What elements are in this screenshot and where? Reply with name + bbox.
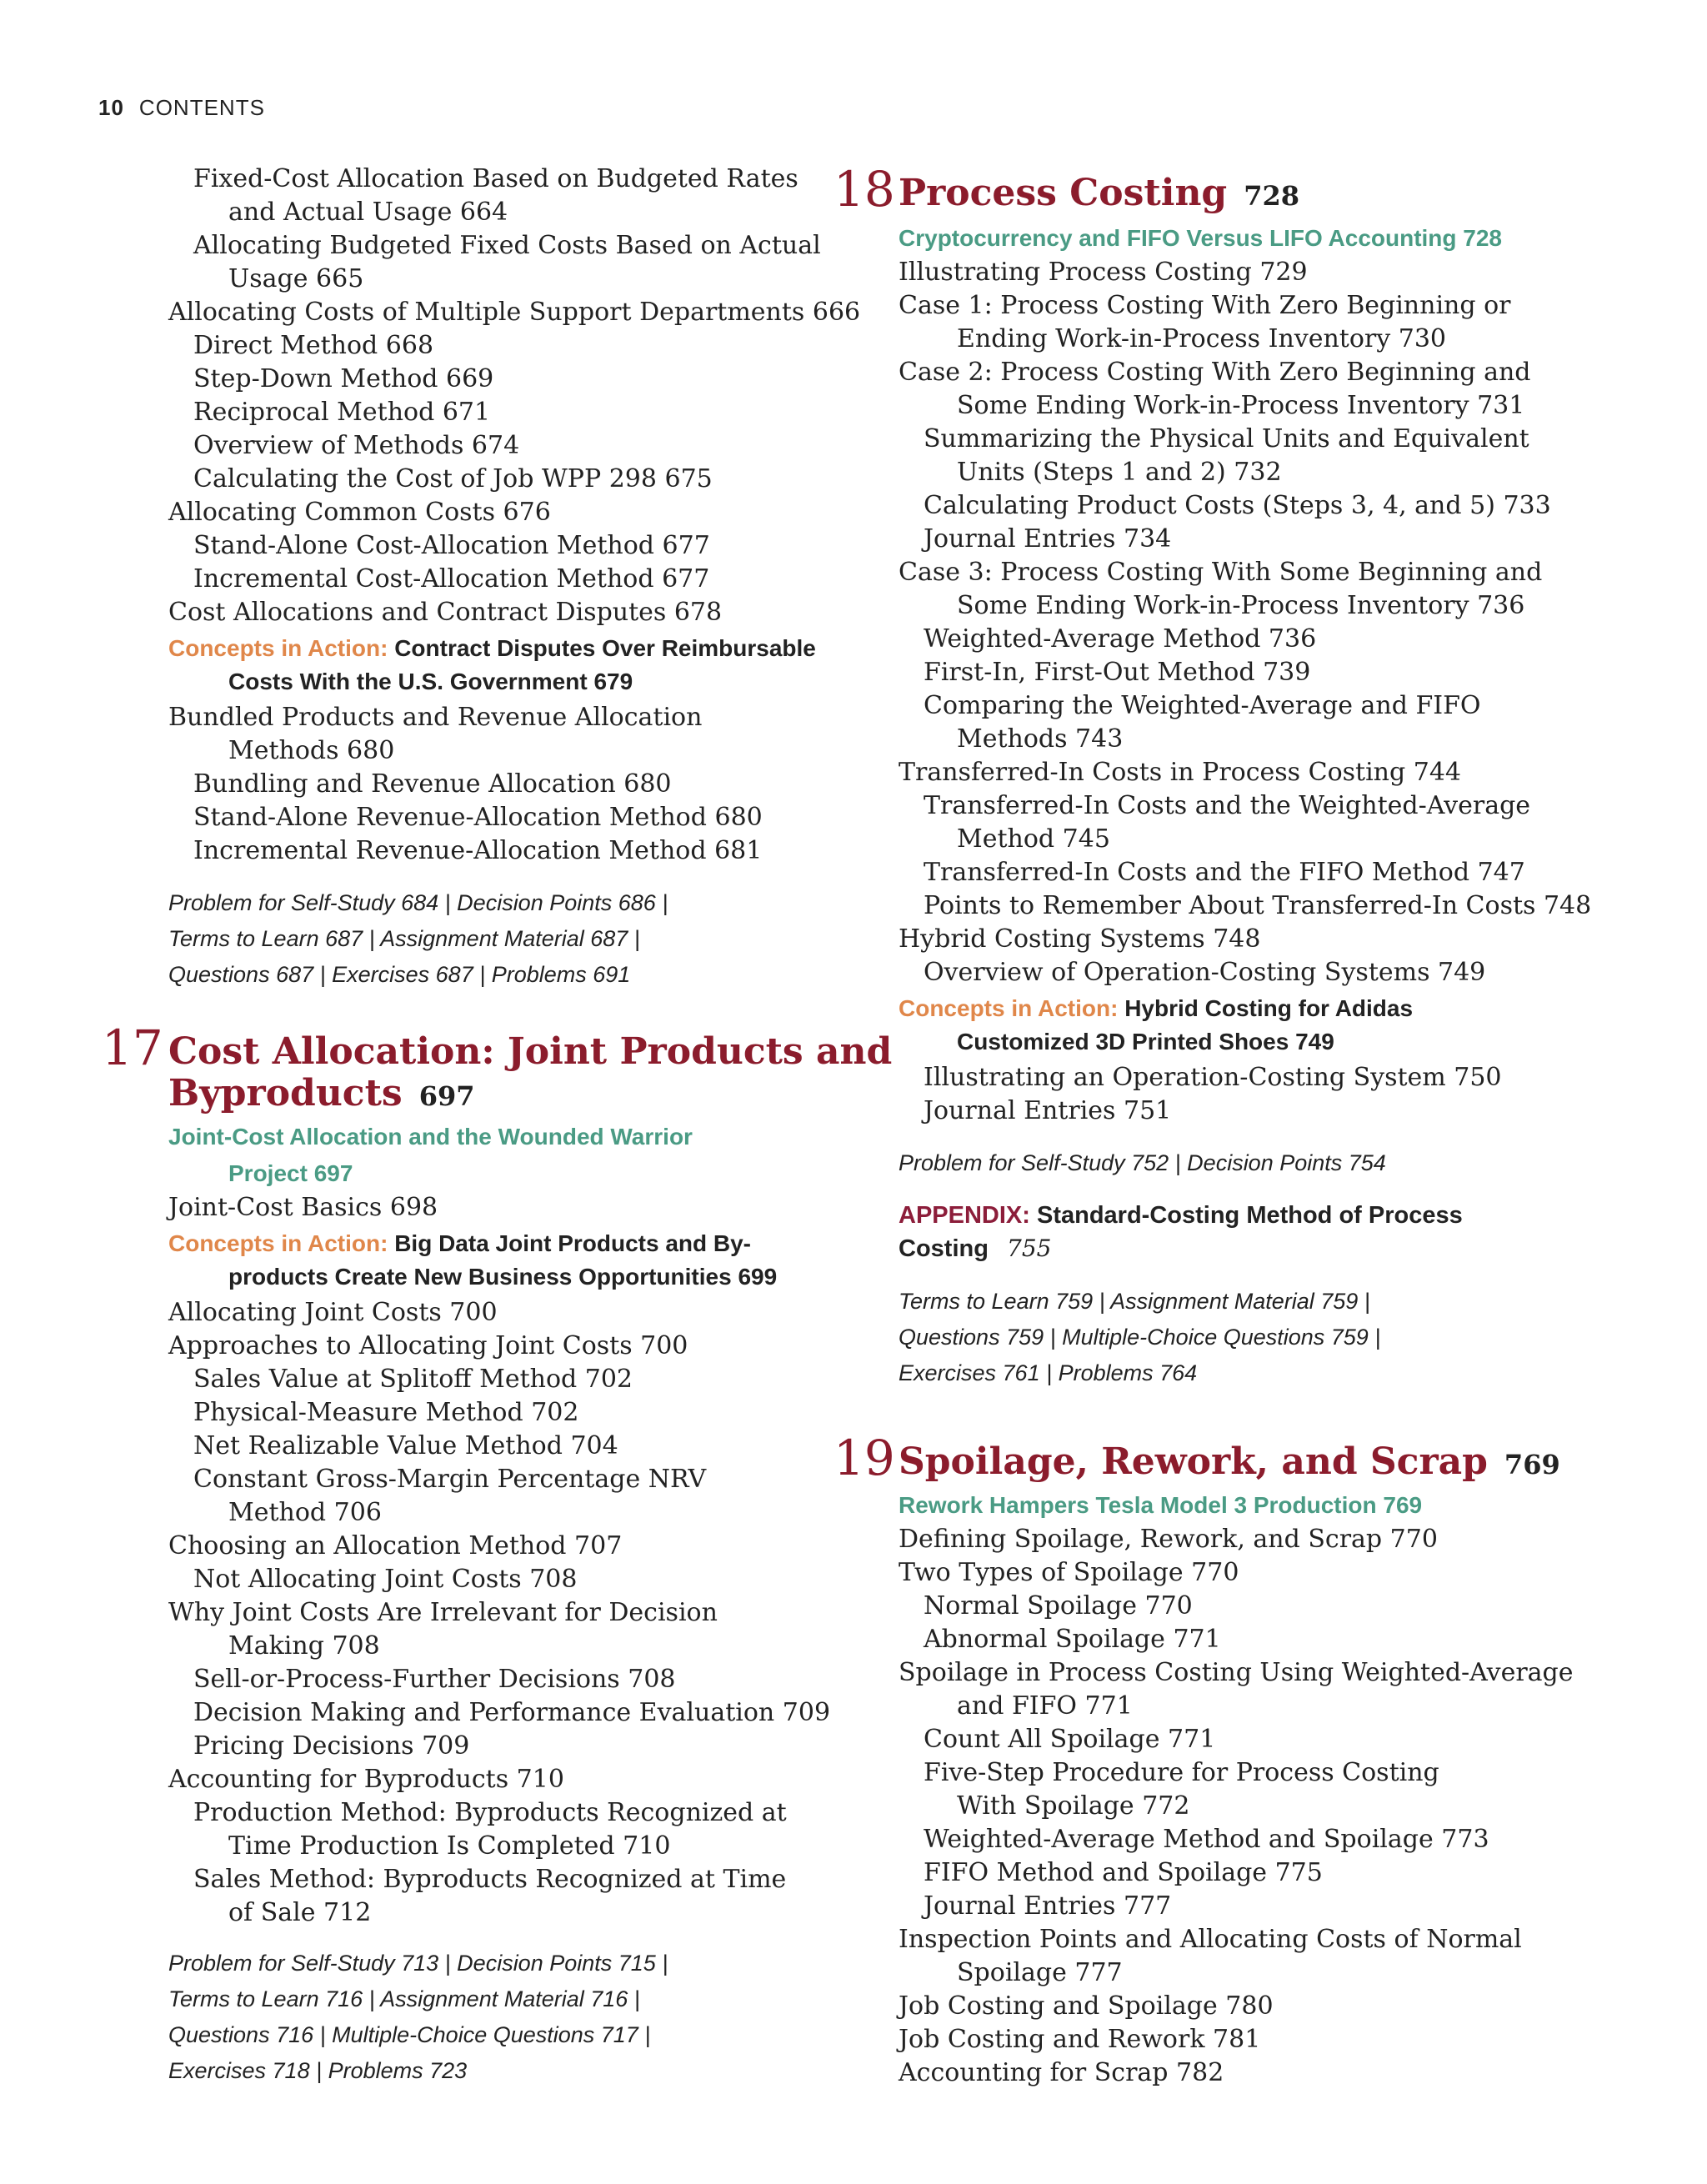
concepts-in-action-entry[interactable]: [899, 997, 1413, 1020]
toc-entry[interactable]: Spoilage in Process Costing Using Weighted-Average: [899, 1658, 1574, 1687]
page-number: 10: [98, 95, 124, 120]
toc-entry[interactable]: Units (Steps 1 and 2) 732: [957, 458, 1282, 487]
concepts-in-action-entry-cont[interactable]: products Create New Business Opportunities 699: [228, 1264, 778, 1290]
toc-entry[interactable]: Allocating Budgeted Fixed Costs Based on Actual: [193, 231, 821, 260]
toc-entry[interactable]: Methods 680: [228, 736, 395, 765]
toc-entry[interactable]: Incremental Cost-Allocation Method 677: [193, 564, 710, 594]
end-matter-line[interactable]: Exercises 718 | Problems 723: [168, 2058, 468, 2083]
chapter-opener[interactable]: Joint-Cost Allocation and the Wounded Warrior: [168, 1124, 693, 1150]
toc-entry[interactable]: Overview of Operation-Costing Systems 749: [924, 958, 1486, 987]
toc-entry[interactable]: Usage 665: [228, 264, 364, 293]
toc-entry[interactable]: Bundled Products and Revenue Allocation: [168, 703, 703, 732]
toc-entry[interactable]: Case 2: Process Costing With Zero Beginning and: [899, 358, 1531, 387]
toc-entry[interactable]: Choosing an Allocation Method 707: [168, 1531, 623, 1560]
concepts-in-action-entry[interactable]: [168, 637, 816, 660]
toc-entry[interactable]: of Sale 712: [228, 1898, 372, 1927]
chapter-title[interactable]: [899, 1440, 1560, 1483]
toc-entry[interactable]: Method 745: [957, 824, 1110, 854]
toc-entry[interactable]: Weighted-Average Method 736: [924, 624, 1317, 654]
toc-entry[interactable]: Time Production Is Completed 710: [228, 1831, 671, 1861]
toc-entry[interactable]: Making 708: [228, 1631, 380, 1661]
toc-entry[interactable]: Method 706: [228, 1498, 382, 1527]
toc-entry[interactable]: Job Costing and Rework 781: [899, 2025, 1261, 2054]
chapter-number: 18: [833, 161, 895, 218]
toc-entry[interactable]: FIFO Method and Spoilage 775: [924, 1858, 1323, 1887]
toc-entry[interactable]: Case 3: Process Costing With Some Beginning and: [899, 558, 1543, 587]
toc-entry[interactable]: Decision Making and Performance Evaluation 709: [193, 1698, 831, 1727]
toc-entry[interactable]: Hybrid Costing Systems 748: [899, 924, 1261, 954]
end-matter-line[interactable]: Questions 759 | Multiple-Choice Questions 759 |: [899, 1325, 1381, 1350]
end-matter-line[interactable]: Problem for Self-Study 684 | Decision Points 686 |: [168, 890, 668, 915]
toc-entry[interactable]: and Actual Usage 664: [228, 198, 508, 227]
concepts-in-action-title: Hybrid Costing for Adidas: [1124, 995, 1414, 1021]
chapter-title-cont[interactable]: [168, 1072, 475, 1115]
toc-entry[interactable]: Sell-or-Process-Further Decisions 708: [193, 1665, 676, 1694]
toc-entry[interactable]: Journal Entries 777: [924, 1891, 1172, 1921]
chapter-number: 19: [833, 1430, 895, 1486]
appendix-title-cont: Costing: [899, 1235, 989, 1262]
concepts-in-action-label: Concepts in Action:: [168, 635, 388, 661]
appendix-entry[interactable]: [899, 1204, 1463, 1228]
toc-entry[interactable]: Journal Entries 734: [924, 524, 1172, 554]
concepts-in-action-entry-cont[interactable]: Customized 3D Printed Shoes 749: [957, 1029, 1334, 1054]
toc-entry[interactable]: Some Ending Work-in-Process Inventory 731: [957, 391, 1525, 420]
toc-entry[interactable]: Job Costing and Spoilage 780: [899, 1991, 1274, 2021]
toc-entry[interactable]: Weighted-Average Method and Spoilage 773: [924, 1825, 1489, 1854]
chapter-title-line2: Byproducts: [168, 1072, 403, 1115]
toc-entry[interactable]: Accounting for Scrap 782: [899, 2058, 1224, 2087]
chapter-page: 728: [1244, 180, 1299, 212]
appendix-entry-cont[interactable]: [899, 1237, 1051, 1261]
toc-entry[interactable]: Physical-Measure Method 702: [193, 1398, 579, 1427]
toc-entry[interactable]: Overview of Methods 674: [193, 431, 520, 460]
chapter-opener[interactable]: Cryptocurrency and FIFO Versus LIFO Accounting 728: [899, 225, 1503, 251]
toc-entry[interactable]: Spoilage 777: [957, 1958, 1123, 1987]
chapter-title[interactable]: [899, 172, 1299, 214]
toc-entry[interactable]: Case 1: Process Costing With Zero Beginning or: [899, 291, 1511, 320]
toc-entry[interactable]: Abnormal Spoilage 771: [924, 1625, 1221, 1654]
end-matter-line[interactable]: Terms to Learn 759 | Assignment Material 759 |: [899, 1289, 1370, 1314]
toc-entry[interactable]: Why Joint Costs Are Irrelevant for Decision: [168, 1598, 718, 1627]
toc-entry[interactable]: Defining Spoilage, Rework, and Scrap 770: [899, 1525, 1438, 1554]
toc-entry[interactable]: Constant Gross-Margin Percentage NRV: [193, 1465, 707, 1494]
toc-entry[interactable]: Bundling and Revenue Allocation 680: [193, 769, 672, 799]
chapter-opener[interactable]: Rework Hampers Tesla Model 3 Production 769: [899, 1492, 1423, 1518]
toc-entry[interactable]: Summarizing the Physical Units and Equivalent: [924, 424, 1529, 453]
toc-entry[interactable]: Sales Method: Byproducts Recognized at Time: [193, 1865, 787, 1894]
toc-entry[interactable]: and FIFO 771: [957, 1691, 1133, 1721]
toc-entry[interactable]: Sales Value at Splitoff Method 702: [193, 1365, 633, 1394]
section-label: CONTENTS: [138, 95, 265, 120]
toc-entry[interactable]: Inspection Points and Allocating Costs of Normal: [899, 1925, 1522, 1954]
concepts-in-action-title: Contract Disputes Over Reimbursable: [394, 635, 816, 661]
appendix-title: Standard-Costing Method of Process: [1036, 1202, 1463, 1229]
toc-entry[interactable]: Transferred-In Costs and the Weighted-Average: [924, 791, 1531, 820]
end-matter-line[interactable]: Problem for Self-Study 713 | Decision Points 715 |: [168, 1951, 668, 1976]
toc-entry[interactable]: Net Realizable Value Method 704: [193, 1431, 618, 1460]
toc-entry[interactable]: Comparing the Weighted-Average and FIFO: [924, 691, 1481, 720]
chapter-page: 697: [418, 1080, 475, 1112]
toc-entry[interactable]: Direct Method 668: [193, 331, 434, 360]
toc-entry[interactable]: Calculating the Cost of Job WPP 298 675: [193, 464, 713, 493]
end-matter-line[interactable]: Problem for Self-Study 752 | Decision Points 754: [899, 1150, 1386, 1175]
chapter-title[interactable]: Cost Allocation: Joint Products and: [168, 1030, 893, 1073]
toc-entry[interactable]: Transferred-In Costs in Process Costing 744: [899, 758, 1461, 787]
toc-entry[interactable]: Step-Down Method 669: [193, 364, 494, 393]
toc-entry[interactable]: Allocating Common Costs 676: [168, 498, 551, 527]
toc-entry[interactable]: Approaches to Allocating Joint Costs 700: [168, 1331, 688, 1360]
appendix-label: APPENDIX:: [899, 1202, 1030, 1229]
toc-entry[interactable]: Allocating Joint Costs 700: [168, 1298, 498, 1327]
toc-entry[interactable]: Not Allocating Joint Costs 708: [193, 1565, 578, 1594]
chapter-title-text: Spoilage, Rework, and Scrap: [899, 1440, 1488, 1483]
toc-entry[interactable]: With Spoilage 772: [957, 1791, 1190, 1821]
chapter-opener-cont[interactable]: Project 697: [228, 1160, 353, 1186]
chapter-title-text: Process Costing: [899, 172, 1228, 214]
toc-entry[interactable]: Two Types of Spoilage 770: [899, 1558, 1239, 1587]
toc-entry[interactable]: Points to Remember About Transferred-In Costs 748: [924, 891, 1592, 920]
toc-entry[interactable]: Production Method: Byproducts Recognized at: [193, 1798, 787, 1827]
concepts-in-action-title: Big Data Joint Products and By-: [394, 1230, 752, 1256]
toc-entry[interactable]: Methods 743: [957, 724, 1124, 754]
chapter-number: 17: [102, 1019, 163, 1076]
toc-entry[interactable]: Count All Spoilage 771: [924, 1725, 1216, 1754]
end-matter-line[interactable]: Terms to Learn 687 | Assignment Material 687 |: [168, 926, 640, 951]
concepts-in-action-label: Concepts in Action:: [168, 1230, 388, 1256]
chapter-page: 769: [1504, 1449, 1560, 1480]
toc-entry[interactable]: Illustrating Process Costing 729: [899, 258, 1308, 287]
end-matter-line[interactable]: Terms to Learn 716 | Assignment Material 716 |: [168, 1986, 640, 2011]
toc-entry[interactable]: Incremental Revenue-Allocation Method 681: [193, 836, 763, 865]
toc-entry[interactable]: Fixed-Cost Allocation Based on Budgeted Rates: [193, 164, 798, 193]
toc-entry[interactable]: Pricing Decisions 709: [193, 1731, 470, 1761]
toc-entry[interactable]: First-In, First-Out Method 739: [924, 658, 1311, 687]
toc-entry[interactable]: Stand-Alone Cost-Allocation Method 677: [193, 531, 710, 560]
toc-entry[interactable]: Journal Entries 751: [924, 1096, 1172, 1125]
toc-entry[interactable]: Some Ending Work-in-Process Inventory 736: [957, 591, 1525, 620]
concepts-in-action-label: Concepts in Action:: [899, 995, 1119, 1021]
toc-entry[interactable]: Allocating Costs of Multiple Support Departments 666: [168, 298, 861, 327]
concepts-in-action-entry-cont[interactable]: Costs With the U.S. Government 679: [228, 669, 633, 694]
toc-entry[interactable]: Accounting for Byproducts 710: [168, 1765, 564, 1794]
toc-entry[interactable]: Reciprocal Method 671: [193, 398, 491, 427]
end-matter-line[interactable]: Questions 716 | Multiple-Choice Questions 717 |: [168, 2022, 651, 2047]
appendix-page: 755: [1007, 1235, 1052, 1262]
toc-entry[interactable]: Ending Work-in-Process Inventory 730: [957, 324, 1446, 353]
toc-entry[interactable]: Five-Step Procedure for Process Costing: [924, 1758, 1439, 1787]
toc-entry[interactable]: Cost Allocations and Contract Disputes 678: [168, 598, 723, 627]
concepts-in-action-entry[interactable]: [168, 1232, 751, 1255]
toc-entry[interactable]: Joint-Cost Basics 698: [168, 1193, 438, 1222]
toc-entry[interactable]: Calculating Product Costs (Steps 3, 4, and 5) 733: [924, 491, 1551, 520]
running-header: [98, 95, 265, 121]
toc-entry[interactable]: Stand-Alone Revenue-Allocation Method 680: [193, 803, 763, 832]
toc-entry[interactable]: Transferred-In Costs and the FIFO Method 747: [924, 858, 1525, 887]
toc-entry[interactable]: Illustrating an Operation-Costing System 750: [924, 1063, 1502, 1092]
toc-entry[interactable]: Normal Spoilage 770: [924, 1591, 1193, 1620]
end-matter-line[interactable]: Questions 687 | Exercises 687 | Problems 691: [168, 962, 631, 987]
end-matter-line[interactable]: Exercises 761 | Problems 764: [899, 1360, 1198, 1385]
